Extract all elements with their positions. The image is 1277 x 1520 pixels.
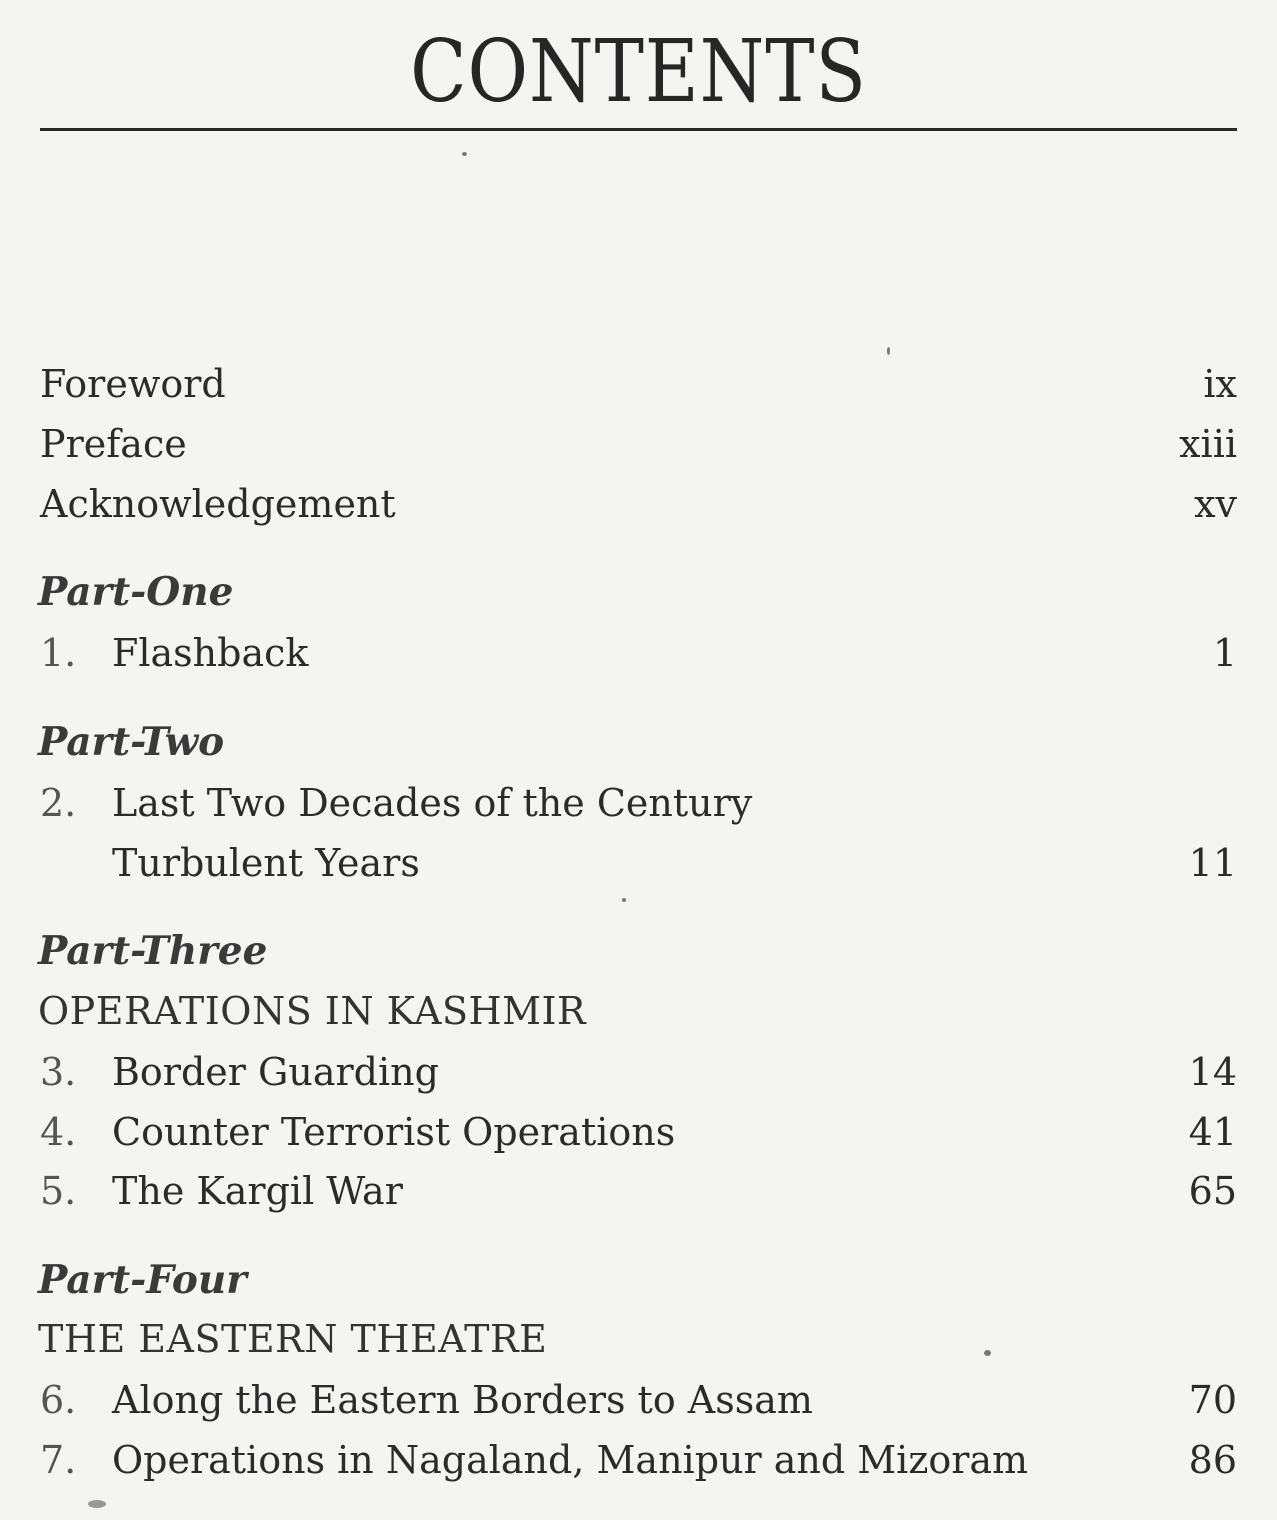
toc-entry-chapter-7[interactable] [40,1435,1237,1485]
toc-entry-page: ix [1203,362,1237,406]
toc-entry-page: 11 [1188,841,1237,885]
toc-entry-page: xv [1194,482,1237,526]
toc-entry-title: Flashback [112,631,309,675]
toc-entry-chapter-6[interactable] [40,1375,1237,1425]
part-heading-three: Part-Three [38,928,268,974]
paper-speck [88,1500,106,1508]
paper-speck [622,898,626,902]
toc-entry-chapter-3[interactable] [40,1047,1237,1097]
toc-entry-page: xiii [1179,422,1237,466]
toc-entry-chapter-5[interactable] [40,1166,1237,1216]
section-heading-eastern: THE EASTERN THEATRE [38,1317,548,1361]
toc-entry-title: Acknowledgement [40,482,396,526]
paper-speck [887,347,890,355]
chapter-number: 1. [40,631,77,675]
chapter-number: 6. [40,1378,77,1422]
chapter-number: 2. [40,781,77,825]
part-heading-one: Part-One [38,569,234,615]
toc-entry-title: Along the Eastern Borders to Assam [112,1378,813,1422]
section-heading-kashmir: OPERATIONS IN KASHMIR [38,989,587,1033]
toc-entry-acknowledgement[interactable] [40,479,1237,529]
toc-entry-page: 86 [1188,1438,1237,1482]
part-heading-two: Part-Two [38,719,225,765]
toc-entry-title: Last Two Decades of the Century [112,781,753,825]
paper-speck [984,1350,991,1356]
toc-entry-title: Counter Terrorist Operations [112,1110,676,1154]
toc-entry-foreword[interactable] [40,359,1237,409]
chapter-number: 7. [40,1438,77,1482]
toc-entry-chapter-2[interactable] [40,778,1237,828]
page-title: CONTENTS [410,22,867,122]
toc-entry-title: Preface [40,422,187,466]
toc-entry-title: The Kargil War [112,1169,403,1213]
title-rule [40,128,1237,131]
part-heading-four: Part-Four [38,1257,247,1303]
toc-entry-page: 70 [1188,1378,1237,1422]
toc-entry-subtitle: Turbulent Years [112,841,420,885]
toc-entry-page: 65 [1188,1169,1237,1213]
toc-entry-page: 1 [1212,631,1237,675]
toc-entry-chapter-1[interactable] [40,628,1237,678]
chapter-number: 4. [40,1110,77,1154]
toc-entry-title: Border Guarding [112,1050,439,1094]
paper-speck [462,152,467,156]
chapter-number: 5. [40,1169,77,1213]
toc-entry-title: Operations in Nagaland, Manipur and Mizoram [112,1438,1029,1482]
chapter-number: 3. [40,1050,77,1094]
toc-entry-chapter-4[interactable] [40,1107,1237,1157]
toc-entry-title: Foreword [40,362,226,406]
toc-entry-page: 41 [1188,1110,1237,1154]
toc-entry-preface[interactable] [40,419,1237,469]
toc-entry-page: 14 [1188,1050,1237,1094]
toc-entry-chapter-2-subtitle[interactable] [40,838,1237,888]
